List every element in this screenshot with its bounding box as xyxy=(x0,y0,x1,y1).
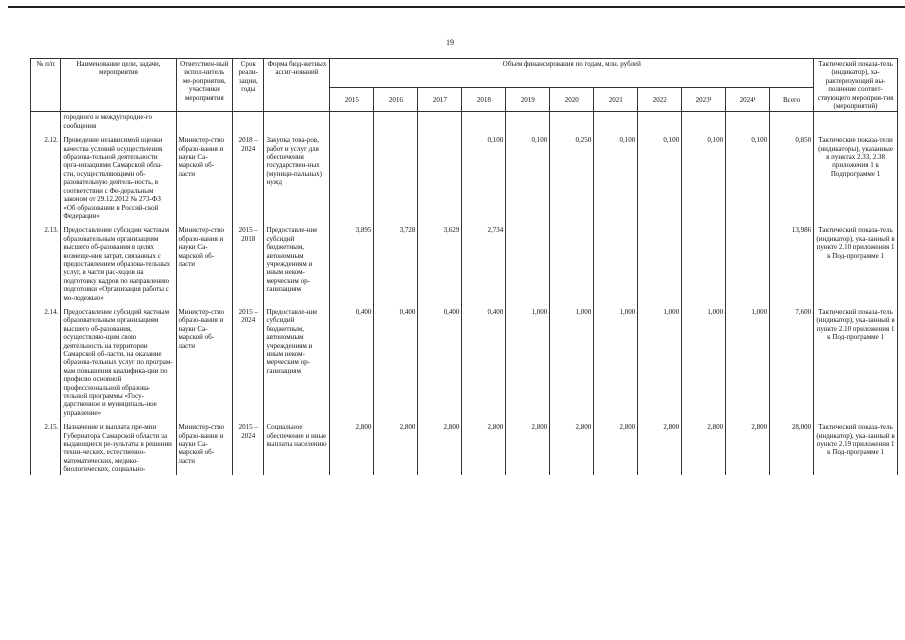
row-name: Проведение независимой оценки качества условий осуществления образова-тельной деятельности орга-низациями Самарской обла-сти, осуществляющими об-разовательную деятель-ность, в соответствии с Фе-деральным законом от 29.12.2012 № 273-ФЗ «Об образовании в Россий-ской Федерации» xyxy=(61,131,176,221)
row-value: 2,800 xyxy=(550,418,594,474)
row-name: Предоставление субсидий частным образовательным организациям высшего об-разования, осуществляю-щим свою деятельность на территории Самарской об-ласти, на оказание образова-тельных услуг по програм-мам повышения квалифика-ции по профилю основной профессиональной образова-тельной программы «Госу-дарственное и муниципаль-ное управление» xyxy=(61,303,176,418)
header-year: 2016 xyxy=(374,88,418,112)
row-value: 1,000 xyxy=(506,303,550,418)
row-responsible: Министер-ство образо-вания и науки Са-марской об-ласти xyxy=(176,131,233,221)
row-value xyxy=(594,221,638,303)
row-value xyxy=(726,221,770,303)
row-value xyxy=(506,221,550,303)
header-year: 2022 xyxy=(638,88,682,112)
row-value: 2,800 xyxy=(638,418,682,474)
row-value: 3,629 xyxy=(418,221,462,303)
header-year: 2015 xyxy=(330,88,374,112)
row-value: 2,800 xyxy=(506,418,550,474)
header-year: 2020 xyxy=(550,88,594,112)
row-value: 0,100 xyxy=(638,131,682,221)
row-value: 3,728 xyxy=(374,221,418,303)
row-value: 0,100 xyxy=(726,131,770,221)
header-no: № п/п xyxy=(31,59,61,112)
row-form: Предоставле-ние субсидий бюджетным, автономным учреждениям и иным неком-мерческим ор-ганизациям xyxy=(264,221,330,303)
row-number: 2.14. xyxy=(31,303,61,418)
row-term: 2015 – 2018 xyxy=(233,221,264,303)
row-value: 0,250 xyxy=(550,131,594,221)
row-value: 1,000 xyxy=(726,303,770,418)
row-value: 0,100 xyxy=(462,131,506,221)
header-total: Всего xyxy=(770,88,814,112)
row-term: 2015 – 2024 xyxy=(233,418,264,474)
header-year: 2024¹ xyxy=(726,88,770,112)
page-number: 19 xyxy=(446,38,454,47)
header-year: 2018 xyxy=(462,88,506,112)
row-indicator: Тактический показа-тель (индикатор), ука-занный в пункте 2.10 приложения 1 к Под-программе 1 xyxy=(814,221,898,303)
header-year: 2017 xyxy=(418,88,462,112)
row-form: Закупка това-ров, работ и услуг для обеспечения государствен-ных (муници-пальных) нужд xyxy=(264,131,330,221)
row-value: 1,000 xyxy=(594,303,638,418)
header-financing: Объем финансирования по годам, млн. рублей xyxy=(330,59,814,88)
row-value: 2,800 xyxy=(418,418,462,474)
row-form: Социальное обеспечение и иные выплаты населению xyxy=(264,418,330,474)
row-total: 28,000 xyxy=(770,418,814,474)
header-year: 2021 xyxy=(594,88,638,112)
row-value xyxy=(682,221,726,303)
row-number: 2.13. xyxy=(31,221,61,303)
header-year: 2023¹ xyxy=(682,88,726,112)
table-row xyxy=(31,418,898,474)
row-total: 7,600 xyxy=(770,303,814,418)
header-row-1 xyxy=(31,59,898,88)
row-total: 13,986 xyxy=(770,221,814,303)
row-term: 2018 – 2024 xyxy=(233,131,264,221)
row-value: 2,800 xyxy=(374,418,418,474)
row-responsible: Министер-ство образо-вания и науки Са-марской об-ласти xyxy=(176,303,233,418)
row-total: 0,850 xyxy=(770,131,814,221)
row-value: 2,734 xyxy=(462,221,506,303)
header-name: Наименование цели, задачи, мероприятия xyxy=(61,59,176,112)
row-value: 0,400 xyxy=(330,303,374,418)
row-value xyxy=(418,131,462,221)
row-value: 0,400 xyxy=(462,303,506,418)
row-value: 0,100 xyxy=(506,131,550,221)
table-row xyxy=(31,131,898,221)
row-value: 2,800 xyxy=(330,418,374,474)
row-indicator: Тактические показа-тели (индикаторы), указанные в пунктах 2.33, 2.38 приложения 1 к Подпрограмме 1 xyxy=(814,131,898,221)
row-value: 0,400 xyxy=(418,303,462,418)
header-indicator: Тактический показа-тель (индикатор), ха-рактеризующий вы-полнение соответ-ствующего мероприя-тия (мероприятий) xyxy=(814,59,898,112)
table-row xyxy=(31,303,898,418)
row-value: 2,800 xyxy=(682,418,726,474)
continuation-row xyxy=(31,112,898,131)
row-value xyxy=(550,221,594,303)
row-value: 2,800 xyxy=(462,418,506,474)
row-name: Предоставление субсидии частным образовательным организациям высшего об-разования в целях возмеще-ния затрат, связанных с предоставлением образова-тельных услуг, в части рас-ходов на подготовку кадров по направлению подготовки «Организация работы с мо-лодежью» xyxy=(61,221,176,303)
row-term: 2015 – 2024 xyxy=(233,303,264,418)
row-value: 0,100 xyxy=(594,131,638,221)
row-value: 1,000 xyxy=(638,303,682,418)
row-indicator: Тактический показа-тель (индикатор), ука-занный в пункте 2.19 приложения 1 к Под-программе 1 xyxy=(814,418,898,474)
header-term: Срок реали-зации, годы xyxy=(233,59,264,112)
row-responsible: Министер-ство образо-вания и науки Са-марской об-ласти xyxy=(176,418,233,474)
financing-table xyxy=(30,58,898,475)
row-value: 0,400 xyxy=(374,303,418,418)
row-value: 2,800 xyxy=(726,418,770,474)
header-year: 2019 xyxy=(506,88,550,112)
row-value: 1,000 xyxy=(550,303,594,418)
top-rule xyxy=(8,6,905,8)
row-value: 3,895 xyxy=(330,221,374,303)
row-value xyxy=(374,131,418,221)
row-value xyxy=(638,221,682,303)
row-indicator: Тактический показа-тель (индикатор), ука-занный в пункте 2.10 приложения 1 к Под-программе 1 xyxy=(814,303,898,418)
row-number: 2.12. xyxy=(31,131,61,221)
header-form: Форма бюд-жетных ассиг-нований xyxy=(264,59,330,112)
row-form: Предоставле-ние субсидий бюджетным, автономным учреждениям и иным неком-мерческим ор-ганизациям xyxy=(264,303,330,418)
continuation-text: городного и междугородие-го сообщения xyxy=(61,112,176,131)
row-value xyxy=(330,131,374,221)
row-value: 0,100 xyxy=(682,131,726,221)
row-name: Назначение и выплата пре-мии Губернатора Самарской области за выдающиеся ре-зультаты в решении техни-ческих, естественно-математических, медико-биологических, социально- xyxy=(61,418,176,474)
row-number: 2.15. xyxy=(31,418,61,474)
row-value: 2,800 xyxy=(594,418,638,474)
header-responsible: Ответствен-ный испол-нитель ме-роприятия, участники мероприятия xyxy=(176,59,233,112)
row-responsible: Министер-ство образо-вания и науки Са-марской об-ласти xyxy=(176,221,233,303)
row-value: 1,000 xyxy=(682,303,726,418)
table-row xyxy=(31,221,898,303)
